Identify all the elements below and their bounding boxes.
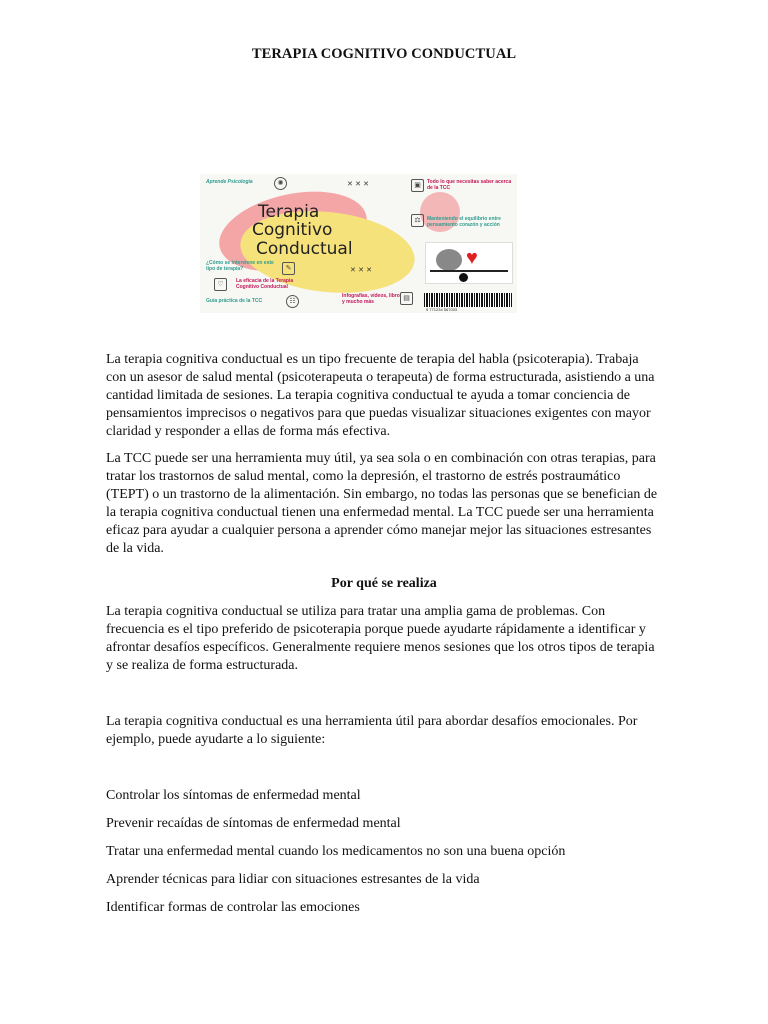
heart-icon: ♥	[466, 247, 478, 269]
balance-pivot	[459, 273, 468, 282]
scale-icon: ⚖	[411, 214, 424, 227]
cover-guide: Guía práctica de la TCC	[206, 298, 263, 304]
list-item: Aprender técnicas para lidiar con situaciones estresantes de la vida	[106, 872, 480, 887]
barcode	[424, 293, 512, 307]
cover-efficacy: La eficacia de la Terapia Cognitivo Conductual	[236, 278, 294, 290]
list-item: Identificar formas de controlar las emociones	[106, 900, 360, 915]
cover-title-3: Conductual	[256, 239, 353, 259]
cover-brand: Aprende Psicología	[206, 179, 253, 185]
cover-question: ¿Cómo se interviene en este tipo de terapia?	[206, 260, 274, 272]
brain-icon: ✺	[274, 177, 287, 190]
cover-top-right: Todo lo que necesitas saber acerca de la TCC	[427, 179, 512, 191]
cover-mid-right: Manteniendo el equilibrio entre pensamiento corazón y acción	[427, 216, 501, 228]
cover-title-1: Terapia	[258, 202, 320, 222]
brain-icon	[436, 249, 462, 271]
cover-image	[200, 174, 517, 313]
picture-icon: ▣	[411, 179, 424, 192]
cover-info: Infografías, vídeos, libro y mucho más	[342, 293, 400, 305]
heart-outline-icon: ♡	[214, 278, 227, 291]
document-title: TERAPIA COGNITIVO CONDUCTUAL	[251, 46, 517, 62]
section-heading: Por qué se realiza	[331, 576, 437, 591]
edit-icon: ✎	[282, 262, 295, 275]
list-item: Controlar los síntomas de enfermedad mental	[106, 788, 361, 803]
paragraph-why: La terapia cognitiva conductual se utiliza para tratar una amplia gama de problemas. Con frecuencia es el tipo preferido de psicoterapia porque puede ayudarte rápidamente a identificar y afrontar desafíos específicos. Generalmente requiere menos sesiones que los otros tipos de terapia y se realiza de forma estructurada.	[106, 604, 655, 673]
document-icon: ▤	[400, 292, 413, 305]
list-item: Prevenir recaídas de síntomas de enfermedad mental	[106, 816, 401, 831]
cover-title-2: Cognitivo	[252, 220, 333, 240]
paragraph-uses: La TCC puede ser una herramienta muy útil, ya sea sola o en combinación con otras terapias, para tratar los trastornos de salud mental, como la depresión, el trastorno de estrés postraumático (TEPT) o un trastorno de la alimentación. Sin embargo, no todas las personas que se benefician de la terapia cognitiva conductual tienen una enfermedad mental. La TCC puede ser una herramienta eficaz para ayudar a cualquier persona a aprender cómo manejar mejor las situaciones estresantes de la vida.	[106, 451, 658, 556]
paragraph-help: La terapia cognitiva conductual es una herramienta útil para abordar desafíos emocionales. Por ejemplo, puede ayudarte a lo siguiente:	[106, 714, 638, 747]
brain-heart-illustration	[425, 242, 513, 284]
list-item: Tratar una enfermedad mental cuando los medicamentos no son una buena opción	[106, 844, 566, 859]
paragraph-intro: La terapia cognitiva conductual es un tipo frecuente de terapia del habla (psicoterapia). Trabaja con un asesor de salud mental (psicoterapeuta o terapeuta) de forma estructurada, asistiendo a una cantidad limitada de sesiones. La terapia cognitiva conductual te ayuda a tomar conciencia de pensamientos imprecisos o negativos para que puedas visualizar situaciones exigentes con mayor claridad y responder a ellas de forma más efectiva.	[106, 352, 655, 439]
dots-icon: ✕ ✕ ✕	[347, 180, 370, 188]
balance-beam	[430, 270, 508, 272]
dots-icon-2: ✕ ✕ ✕	[350, 266, 373, 274]
barcode-number: 9 771234 567003	[426, 307, 458, 312]
people-icon: ☷	[286, 295, 299, 308]
